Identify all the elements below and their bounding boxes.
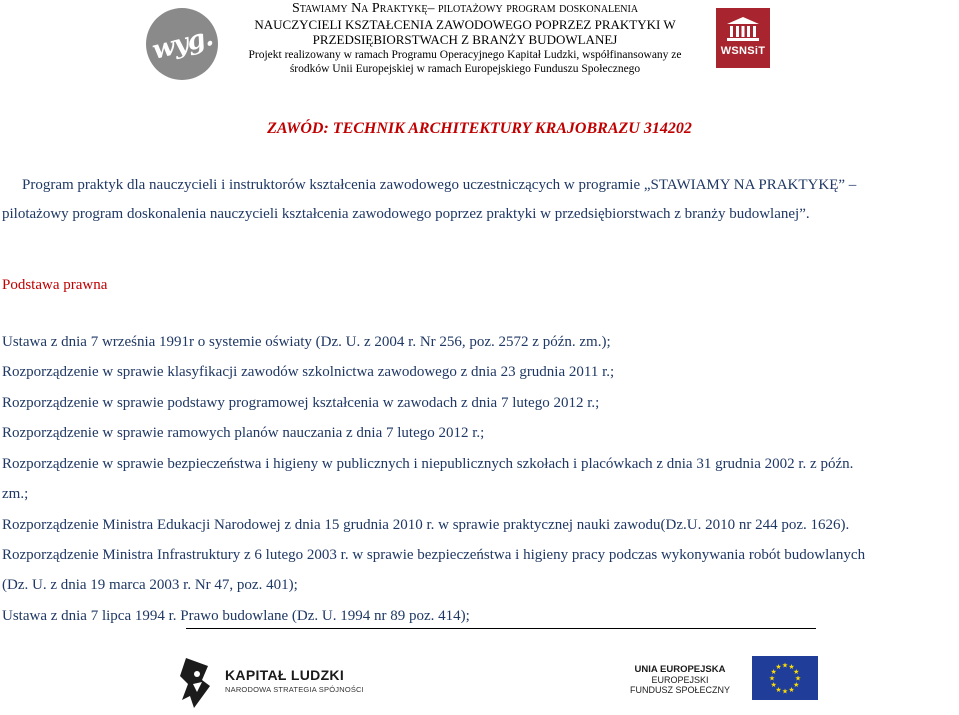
intro-line-1: Program praktyk dla nauczycieli i instruktorów kształcenia zawodowego uczestniczących w programie „STAWIAMY NA PRAKTYKĘ” – xyxy=(22,177,857,193)
kapital-ludzki-subtitle: NARODOWA STRATEGIA SPÓJNOŚCI xyxy=(225,685,364,694)
ue-line-1: UNIA EUROPEJSKA xyxy=(634,664,726,675)
header-line-4: Projekt realizowany w ramach Programu Operacyjnego Kapitał Ludzki, współfinansowany ze xyxy=(248,48,682,61)
header-line-3: PRZEDSIĘBIORSTWACH Z BRANŻY BUDOWLANEJ xyxy=(312,32,618,47)
eu-star-icon: ★ xyxy=(781,687,789,696)
eu-star-icon: ★ xyxy=(793,681,800,689)
wsnsit-logo-text: WSNSiT xyxy=(720,45,766,57)
kapital-ludzki-title: KAPITAŁ LUDZKI xyxy=(225,667,345,683)
section-heading: Podstawa prawna xyxy=(2,277,108,293)
legal-item: Ustawa z dnia 7 września 1991r o systemie oświaty (Dz. U. z 2004 r. Nr 256, poz. 2572 z późn. zm.); xyxy=(2,334,611,350)
ue-line-2: EUROPEJSKI xyxy=(651,675,709,685)
legal-item: Rozporządzenie Ministra Infrastruktury z 6 lutego 2003 r. w sprawie bezpieczeństwa i higieny pracy podczas wykonywania robót budowlanych xyxy=(2,547,866,563)
intro-line-2: pilotażowy program doskonalenia nauczycieli kształcenia zawodowego poprzez praktyki w przedsiębiorstwach z branży budowlanej”. xyxy=(2,206,810,222)
wyg-logo-text: wyg. xyxy=(148,22,216,66)
eu-star-icon: ★ xyxy=(770,681,777,689)
wsnsit-logo-icon xyxy=(716,8,770,68)
ue-line-3: FUNDUSZ SPOŁECZNY xyxy=(629,685,730,695)
legal-item: Rozporządzenie Ministra Edukacji Narodowej z dnia 15 grudnia 2010 r. w sprawie praktycznej nauki zawodu(Dz.U. 2010 nr 244 poz. 1626). xyxy=(2,517,850,533)
eu-star-icon: ★ xyxy=(794,674,802,683)
eu-star-icon: ★ xyxy=(793,668,800,676)
legal-item: Ustawa z dnia 7 lipca 1994 r. Prawo budowlane (Dz. U. 1994 nr 89 poz. 414); xyxy=(2,608,470,624)
eu-star-icon: ★ xyxy=(770,668,777,676)
kapital-ludzki-icon xyxy=(180,656,214,710)
legal-item: Rozporządzenie w sprawie klasyfikacji zawodów szkolnictwa zawodowego z dnia 23 grudnia 2011 r.; xyxy=(2,364,615,380)
header-line-2: NAUCZYCIELI KSZTAŁCENIA ZAWODOWEGO POPRZEZ PRAKTYKI W xyxy=(254,16,676,32)
eu-flag-icon xyxy=(752,656,818,700)
building-icon xyxy=(726,16,760,42)
kapital-ludzki-logo xyxy=(225,667,364,694)
document-title: ZAWÓD: TECHNIK ARCHITEKTURY KRAJOBRAZU 314202 xyxy=(267,120,692,137)
legal-item: Rozporządzenie w sprawie bezpieczeństwa i higieny w publicznych i niepublicznych szkołach i placówkach z dnia 31 grudnia 2002 r. z późn. xyxy=(2,456,854,472)
eu-star-icon: ★ xyxy=(781,661,789,670)
eu-star-icon: ★ xyxy=(775,685,782,694)
eu-star-icon: ★ xyxy=(788,663,795,672)
header-line-5: środków Unii Europejskiej w ramach Europejskiego Funduszu Społecznego xyxy=(289,62,641,75)
legal-item: Rozporządzenie w sprawie ramowych planów nauczania z dnia 7 lutego 2012 r.; xyxy=(2,425,485,441)
footer-divider xyxy=(186,628,816,629)
legal-item: zm.; xyxy=(2,486,29,502)
eu-star-icon: ★ xyxy=(788,685,795,694)
project-header xyxy=(230,1,700,76)
legal-item: Rozporządzenie w sprawie podstawy programowej kształcenia w zawodach z dnia 7 lutego 2012 r.; xyxy=(2,395,600,411)
wyg-logo-icon xyxy=(146,8,218,80)
header-line-1: Stawiamy Na Praktykę– pilotażowy program doskonalenia xyxy=(291,1,639,16)
eu-star-icon: ★ xyxy=(775,663,782,672)
ue-logo-text xyxy=(620,664,740,695)
eu-star-icon: ★ xyxy=(768,674,776,683)
legal-item: (Dz. U. z dnia 19 marca 2003 r. Nr 47, poz. 401); xyxy=(2,577,298,593)
